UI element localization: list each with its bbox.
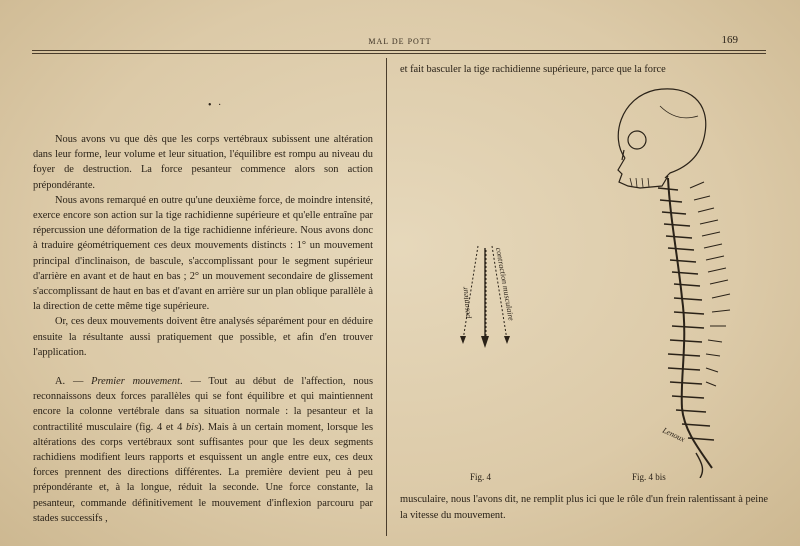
force-arrows-diagram [460,246,516,348]
right-column-bottom-text: musculaire, nous l'avons dit, ne remplit plus ici que le rôle d'un frein ralentissant à peine la vitesse du mouvement. [400,494,768,521]
spine-figure [400,78,770,478]
caption-fig4bis: Fig. 4 bis [632,472,666,482]
skull-drawing [618,89,706,188]
left-column-text [33,132,373,526]
running-head: MAL DE POTT [368,37,432,46]
paragraph: Or, ces deux mouvements doivent être analysés séparément pour en déduire ensuite la résultante aussi pratiquement que possible, et afin d'en trouver l'application. [33,316,373,358]
paragraph: Nous avons vu que dès que les corps vertébraux subissent une altération dans leur forme, leur volume et leur situation, l'équilibre est rompu au niveau du foyer de destruction. La force pesanteur commence alors son action prépondérante. [33,134,373,191]
bis-italic: bis [185,421,199,433]
header-double-rule [32,50,766,54]
section-text: . — Tout au début de l'affection, nous reconnaissons deux forces parallèles qui se font équilibre et qui maintiennent encore la colonne vertébrale dans sa situation normale : la pesanteur et la contractilité musculaire (fig. 4 et 4 [33,376,373,433]
column-divider [386,58,387,536]
label-contraction: contraction musculaire [494,246,516,322]
section-heading: Premier mouvement [91,376,180,388]
section-lead: A. — [55,376,92,388]
section-text-rest: ). Mais à un certain moment, lorsque les altérations des corps vertébraux sont suffisantes pour que les deux segments rachidiens modifient leurs rapports et esquissent un angle entre eux, ces deux forces prennent des directions différentes. La première devient peu à peu prépondérante et, à la longue, réduit la seconde. Une force constante, la pesanteur, commande définitivement le mouvement d'inflexion parcouru par stades successifs , [33,421,374,524]
down-arrowhead-icon [481,336,489,348]
section-paragraph [33,374,373,526]
label-pesanteur: pesanteur [460,286,472,319]
ornament-dots: • · [208,100,224,111]
artist-signature: Lenoux [661,425,687,444]
right-column-top-text: et fait basculer la tige rachidienne supérieure, parce que la force [400,64,666,75]
page-number: 169 [721,34,738,46]
caption-fig4: Fig. 4 [470,472,492,482]
paragraph: Nous avons remarqué en outre qu'une deuxième force, de moindre intensité, exerce encore son action sur la tige rachidienne supérieure et qu'elle entraîne par répercussion une déformation de la tige rachidienne inférieure. Nous avons donc à traduire géométriquement ces deux mouvements distincts : 1° un mouvement principal d'inclinaison, de bascule, s'accomplissant pour le segment supérieur d'arrière en avant et de haut en bas ; 2° un mouvement secondaire de glissement s'accomplissant de haut en bas et d'avant en arrière sur un plan oblique parallèle à la direction de cette même tige supérieure. [33,194,373,313]
